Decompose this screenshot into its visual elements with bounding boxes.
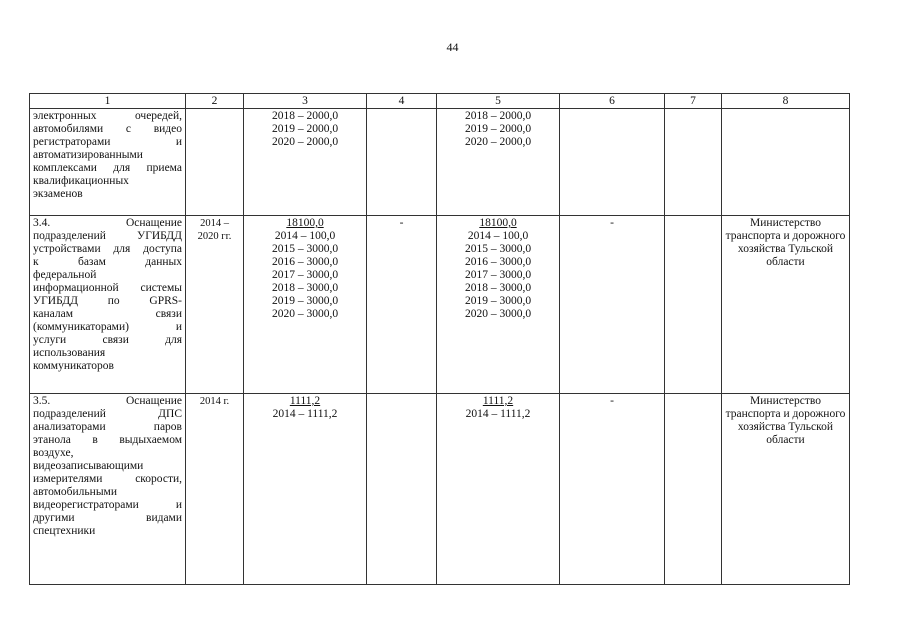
financing-total: 18100,0 <box>286 217 324 229</box>
description-line: электронных очередей, <box>33 110 182 122</box>
financing-year-line: 2020 – 2000,0 <box>464 136 532 148</box>
period-cell: 2014 – 2020 гг. <box>186 216 244 394</box>
description-line: 3.5. Оснащение <box>33 395 182 407</box>
description-line: автомобильными <box>33 486 117 498</box>
financing-year-line: 2016 – 3000,0 <box>271 256 339 268</box>
description-line: анализаторами паров <box>33 421 182 433</box>
financing-year-line: 2019 – 3000,0 <box>271 295 339 307</box>
total-financing-cell <box>244 394 367 585</box>
financing-year-line: 2014 – 1111,2 <box>465 408 531 420</box>
period-cell <box>186 109 244 216</box>
financing-total: 1111,2 <box>289 395 321 407</box>
description-line: экзаменов <box>33 188 83 200</box>
financing-year-line: 2014 – 100,0 <box>274 230 336 242</box>
header-cell: 1 <box>30 94 186 109</box>
description-line: видеозаписывающими <box>33 460 144 472</box>
financing-year-line: 2014 – 1111,2 <box>272 408 338 420</box>
description-line: другими видами <box>33 512 182 524</box>
financing-year-line: 2019 – 3000,0 <box>464 295 532 307</box>
executor-cell: Министерство транспорта и дорожного хозяйства Тульской области <box>722 216 850 394</box>
description-line: подразделений ДПС <box>33 408 182 420</box>
financing-year-line: 2014 – 100,0 <box>467 230 529 242</box>
federal-budget-cell <box>367 394 437 585</box>
financing-year-line: 2018 – 3000,0 <box>464 282 532 294</box>
financing-year-line: 2017 – 3000,0 <box>464 269 532 281</box>
page-number: 44 <box>446 40 459 54</box>
description-line: (коммуникаторами) и <box>33 321 182 333</box>
description-line: спецтехники <box>33 525 96 537</box>
header-cell: 8 <box>722 94 850 109</box>
description-line: УГИБДД по GPRS- <box>33 295 182 307</box>
financing-year-line: 2020 – 2000,0 <box>271 136 339 148</box>
federal-budget-cell: - <box>367 216 437 394</box>
program-table <box>29 93 850 585</box>
executor-cell: Министерство транспорта и дорожного хозяйства Тульской области <box>722 394 850 585</box>
financing-year-line: 2018 – 3000,0 <box>271 282 339 294</box>
financing-year-line: 2017 – 3000,0 <box>271 269 339 281</box>
regional-budget-cell <box>437 394 560 585</box>
description-line: устройствами для доступа <box>33 243 182 255</box>
measure-description-cell <box>30 109 186 216</box>
description-line: 3.4. Оснащение <box>33 217 182 229</box>
local-budget-cell: - <box>560 216 665 394</box>
table-row <box>30 216 850 394</box>
description-line: подразделений УГИБДД <box>33 230 182 242</box>
financing-year-line: 2015 – 3000,0 <box>464 243 532 255</box>
other-sources-cell <box>665 216 722 394</box>
description-line: автомобилями с видео <box>33 123 182 135</box>
header-cell: 7 <box>665 94 722 109</box>
financing-year-line: 2015 – 3000,0 <box>271 243 339 255</box>
description-line: воздухе, <box>33 447 74 459</box>
header-row <box>30 94 850 109</box>
federal-budget-cell <box>367 109 437 216</box>
description-line: регистраторами и <box>33 136 182 148</box>
other-sources-cell <box>665 109 722 216</box>
description-line: к базам данных <box>33 256 182 268</box>
description-line: измерителями скорости, <box>33 473 182 485</box>
description-line: этанола в выдыхаемом <box>33 434 182 446</box>
period-cell: 2014 г. <box>186 394 244 585</box>
regional-budget-cell <box>437 109 560 216</box>
header-cell: 6 <box>560 94 665 109</box>
description-line: видеорегистраторами и <box>33 499 182 511</box>
description-line: комплексами для приема <box>33 162 182 174</box>
header-cell: 5 <box>437 94 560 109</box>
local-budget-cell: - <box>560 394 665 585</box>
description-line: информационной системы <box>33 282 182 294</box>
measure-description-cell <box>30 394 186 585</box>
financing-year-line: 2018 – 2000,0 <box>271 110 339 122</box>
financing-year-line: 2019 – 2000,0 <box>271 123 339 135</box>
table-row <box>30 394 850 585</box>
description-line: услуги связи для <box>33 334 182 346</box>
executor-cell <box>722 109 850 216</box>
description-line: федеральной <box>33 269 97 281</box>
financing-total: 1111,2 <box>482 395 514 407</box>
regional-budget-cell <box>437 216 560 394</box>
financing-year-line: 2020 – 3000,0 <box>464 308 532 320</box>
local-budget-cell <box>560 109 665 216</box>
description-line: автоматизированными <box>33 149 143 161</box>
header-cell: 4 <box>367 94 437 109</box>
measure-description-cell <box>30 216 186 394</box>
description-line: квалификационных <box>33 175 129 187</box>
description-line: каналам связи <box>33 308 182 320</box>
financing-year-line: 2019 – 2000,0 <box>464 123 532 135</box>
table-row <box>30 109 850 216</box>
header-cell: 2 <box>186 94 244 109</box>
description-line: коммуникаторов <box>33 360 114 372</box>
other-sources-cell <box>665 394 722 585</box>
financing-year-line: 2018 – 2000,0 <box>464 110 532 122</box>
description-line: использования <box>33 347 106 359</box>
total-financing-cell <box>244 109 367 216</box>
financing-total: 18100,0 <box>479 217 517 229</box>
header-cell: 3 <box>244 94 367 109</box>
financing-year-line: 2016 – 3000,0 <box>464 256 532 268</box>
financing-year-line: 2020 – 3000,0 <box>271 308 339 320</box>
total-financing-cell <box>244 216 367 394</box>
